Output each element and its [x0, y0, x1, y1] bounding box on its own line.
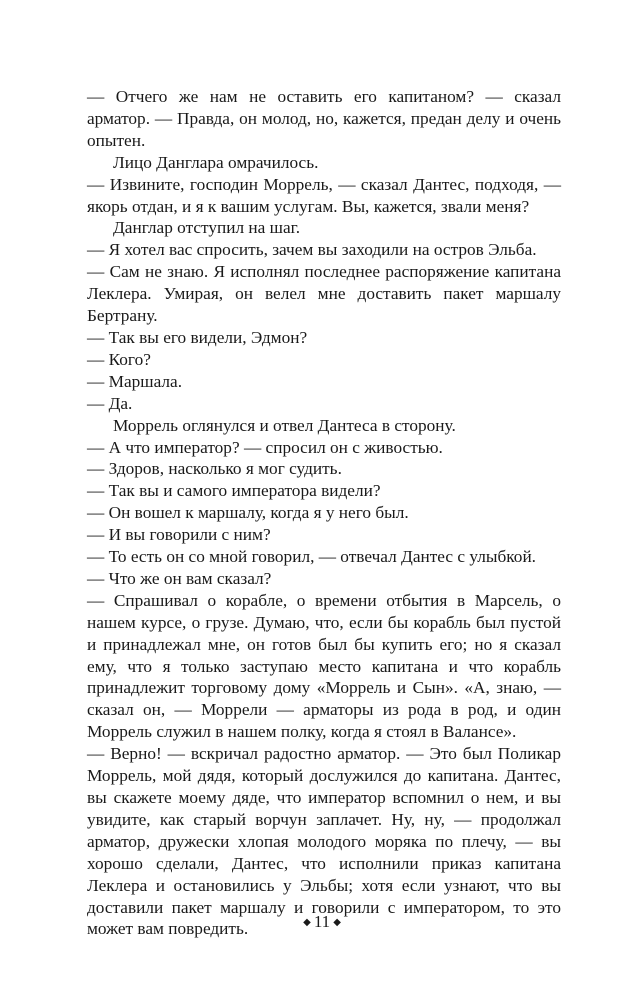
- body-text: [87, 86, 561, 940]
- ornament-right-icon: ◆: [333, 917, 341, 928]
- page-number: 11: [313, 912, 331, 931]
- paragraph: Данглар отступил на шаг.: [113, 218, 301, 238]
- paragraph: — Что же он вам сказал?: [87, 568, 272, 588]
- paragraph: — Отчего же нам не оставить его капитаном? — сказал арматор. — Правда, он молод, но, кажется, предан делу и очень опытен.: [87, 87, 561, 150]
- page-footer: [0, 912, 644, 932]
- paragraph: — А что император? — спросил он с живостью.: [87, 437, 443, 457]
- paragraph: — Я хотел вас спросить, зачем вы заходили на остров Эльба.: [87, 240, 537, 260]
- paragraph: — Да.: [87, 393, 133, 413]
- paragraph: Лицо Данглара омрачилось.: [113, 152, 319, 172]
- paragraph: — Так вы и самого императора видели?: [87, 481, 381, 501]
- ornament-left-icon: ◆: [303, 917, 311, 928]
- paragraph: — Здоров, насколько я мог судить.: [87, 459, 342, 479]
- paragraph: — Он вошел к маршалу, когда я у него был.: [87, 503, 409, 523]
- paragraph: — Спрашивал о корабле, о времени отбытия в Марсель, о нашем курсе, о грузе. Думаю, что, если бы корабль был пустой и принадлежал мне, он готов был бы купить его; но я сказал ему, что я только заступаю место капитана и что корабль принадлежит торговому дому «Моррель и Сын». «А, знаю, — сказал он, — Моррели — арматоры из рода в род, и один Моррель служил в нашем полку, когда я стоял в Валансе».: [87, 590, 561, 742]
- paragraph: — То есть он со мной говорил, — отвечал Дантес с улыбкой.: [87, 547, 537, 567]
- paragraph: — Сам не знаю. Я исполнял последнее распоряжение капитана Леклера. Умирая, он велел мне доставить пакет маршалу Бертрану.: [87, 262, 561, 326]
- paragraph: Моррель оглянулся и отвел Дантеса в сторону.: [113, 415, 456, 435]
- paragraph: — Верно! — вскричал радостно арматор. — Это был Поликар Моррель, мой дядя, который дослужился до капитана. Дантес, вы скажете моему дяде, что император вспомнил о нем, и вы увидите, как старый ворчун заплачет. Ну, ну, — продолжал арматор, дружески хлопая молодого моряка по плечу, — вы хорошо сделали, Дантес, что исполнили приказ капитана Леклера и остановились у Эльбы; хотя если узнают, что вы доставили пакет маршалу и говорили с императором, то это может вам повредить.: [87, 744, 561, 939]
- paragraph: — Извините, господин Моррель, — сказал Дантес, подходя, — якорь отдан, и я к вашим услугам. Вы, кажется, звали меня?: [87, 174, 561, 216]
- paragraph: — Так вы его видели, Эдмон?: [87, 327, 308, 347]
- paragraph: — Маршала.: [87, 371, 183, 391]
- paragraph: — И вы говорили с ним?: [87, 525, 271, 545]
- paragraph: — Кого?: [87, 349, 151, 369]
